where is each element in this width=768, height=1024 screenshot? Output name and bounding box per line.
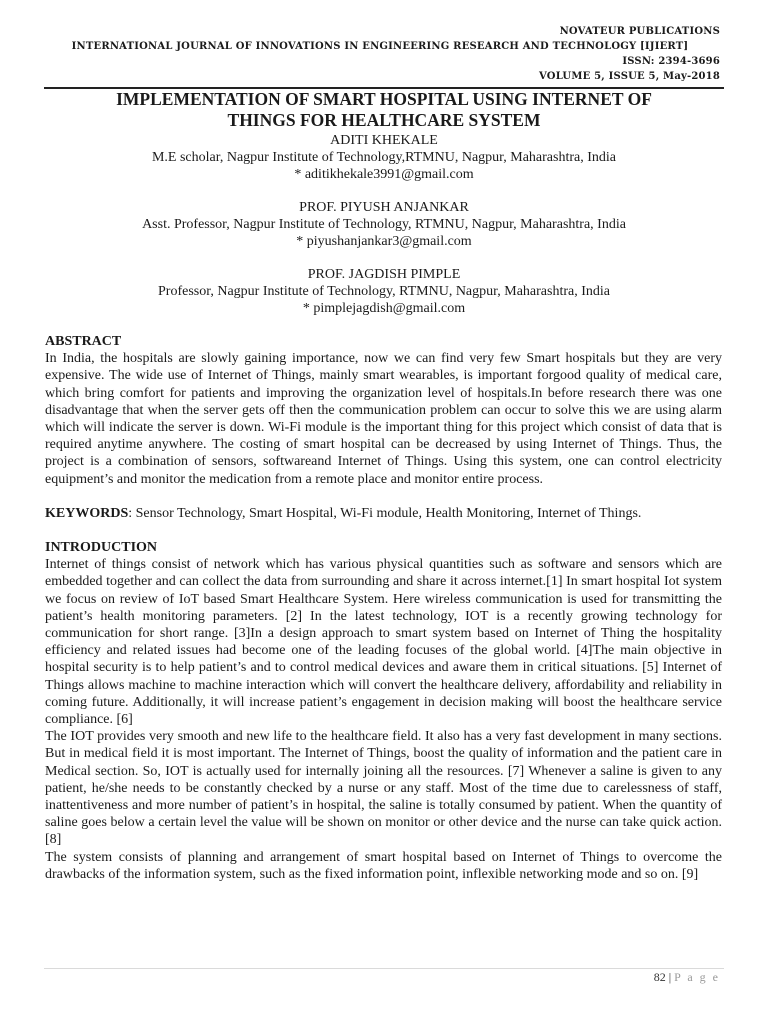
page-footer bbox=[560, 970, 720, 985]
introduction-paragraph: The IOT provides very smooth and new life to the healthcare field. It also has a very fast development in many sections. But in medical field it is most important. The Internet of Things, boost the quality of information and the patient care in Medical section. So, IOT is actually used for internally joining all the resources. [7] Whenever a saline is given to any patient, he/she needs to be constantly checked by a nurse or any staff. Most of the time due to carelessness of staff, inattentiveness and more number of patient’s in hospital, the saline is totally consumed by patient. When the quantity of saline goes below a certain level the value will be shown on monitor or other device and the nurse can take quick action. [8] bbox=[45, 729, 722, 848]
author-affiliation: M.E scholar, Nagpur Institute of Technology,RTMNU, Nagpur, Maharashtra, India bbox=[151, 150, 616, 165]
issn: ISSN: 2394-3696 bbox=[622, 56, 720, 67]
footer-separator: | bbox=[668, 970, 672, 984]
author-block bbox=[44, 266, 724, 317]
author-block bbox=[44, 199, 724, 250]
keywords-label: KEYWORDS bbox=[45, 505, 129, 521]
author-email: * aditikhekale3991@gmail.com bbox=[294, 167, 474, 182]
footer-divider bbox=[44, 968, 724, 969]
author-block bbox=[44, 132, 724, 183]
keywords-text: : Sensor Technology, Smart Hospital, Wi-Fi module, Health Monitoring, Internet of Things. bbox=[128, 505, 642, 521]
keywords bbox=[45, 505, 722, 522]
author-email: * pimplejagdish@gmail.com bbox=[302, 301, 466, 316]
abstract-text: In India, the hospitals are slowly gaining importance, now we can find very few Smart hospitals but they are very expensive. The wide use of Internet of Things, mainly smart wearables, is important forgood quality of medical care, which bring comfort for patients and improving the organization level of hospitals.In before research there was one disadvantage that when the server gets off then the communication problem can occur to solve this we are using alarm which will indicate the server is down. Wi-Fi module is the important thing for this project which consist of data that is required anytime anywhere. The costing of smart hospital can be decreased by using Internet of Things. Thus, the project is a combination of sensors, softwareand Internet of Things. Using this system, one can control electricity equipment’s and monitor the medication from a remote place and monitor entire process. bbox=[45, 351, 722, 487]
volume-issue: VOLUME 5, ISSUE 5, May-2018 bbox=[539, 71, 720, 82]
title-line-1: IMPLEMENTATION OF SMART HOSPITAL USING INTERNET OF bbox=[116, 89, 652, 109]
introduction-paragraph: The system consists of planning and arrangement of smart hospital based on Internet of Things to overcome the drawbacks of the information system, such as the fixed information point, inflexible networking mode and so on. [9] bbox=[45, 849, 722, 882]
title-line-2: THINGS FOR HEALTHCARE SYSTEM bbox=[227, 110, 541, 130]
author-name: ADITI KHEKALE bbox=[330, 133, 438, 148]
introduction-paragraph: Internet of things consist of network which has various physical quantities such as software and sensors which are embedded together and can collect the data from surrounding and share it across internet.[1] In smart hospital Iot system we focus on review of IoT based Smart Healthcare System. Here wireless communication is used for transmitting the patient’s health monitoring parameters. [2] In the latest technology, IOT is a recently growing technology for communication for short range. [3]In a design approach to smart system based on Internet of Thing the hospitality efficiency and related issues had become one of the leading focuses of the global world. [4]The main objective in hospital security is to help patient’s and to control medical devices and aware them in critical situations. [5] Internet of Things allows machine to machine interaction which will convert the healthcare delivery, affordability and reliability in coming future. Additionally, it will increase patient’s engagement in decision making will boost the healthcare service compliance. [6] bbox=[45, 557, 722, 728]
author-name: PROF. PIYUSH ANJANKAR bbox=[299, 200, 469, 215]
author-affiliation: Asst. Professor, Nagpur Institute of Technology, RTMNU, Nagpur, Maharashtra, India bbox=[142, 217, 626, 232]
paper-title bbox=[44, 89, 724, 131]
journal-name: INTERNATIONAL JOURNAL OF INNOVATIONS IN ENGINEERING RESEARCH AND TECHNOLOGY [IJIERT] bbox=[71, 41, 689, 52]
author-name: PROF. JAGDISH PIMPLE bbox=[307, 267, 461, 282]
author-list bbox=[44, 132, 724, 333]
publisher-name: NOVATEUR PUBLICATIONS bbox=[559, 26, 720, 37]
page-number: 82 bbox=[653, 970, 666, 984]
abstract-heading: ABSTRACT bbox=[45, 334, 122, 349]
author-email: * piyushanjankar3@gmail.com bbox=[296, 234, 472, 249]
introduction-heading: INTRODUCTION bbox=[45, 540, 158, 556]
page-label: P a g e bbox=[674, 970, 720, 984]
paper-body bbox=[45, 333, 722, 883]
author-affiliation: Professor, Nagpur Institute of Technology, RTMNU, Nagpur, Maharashtra, India bbox=[158, 284, 610, 299]
journal-header bbox=[40, 24, 720, 84]
